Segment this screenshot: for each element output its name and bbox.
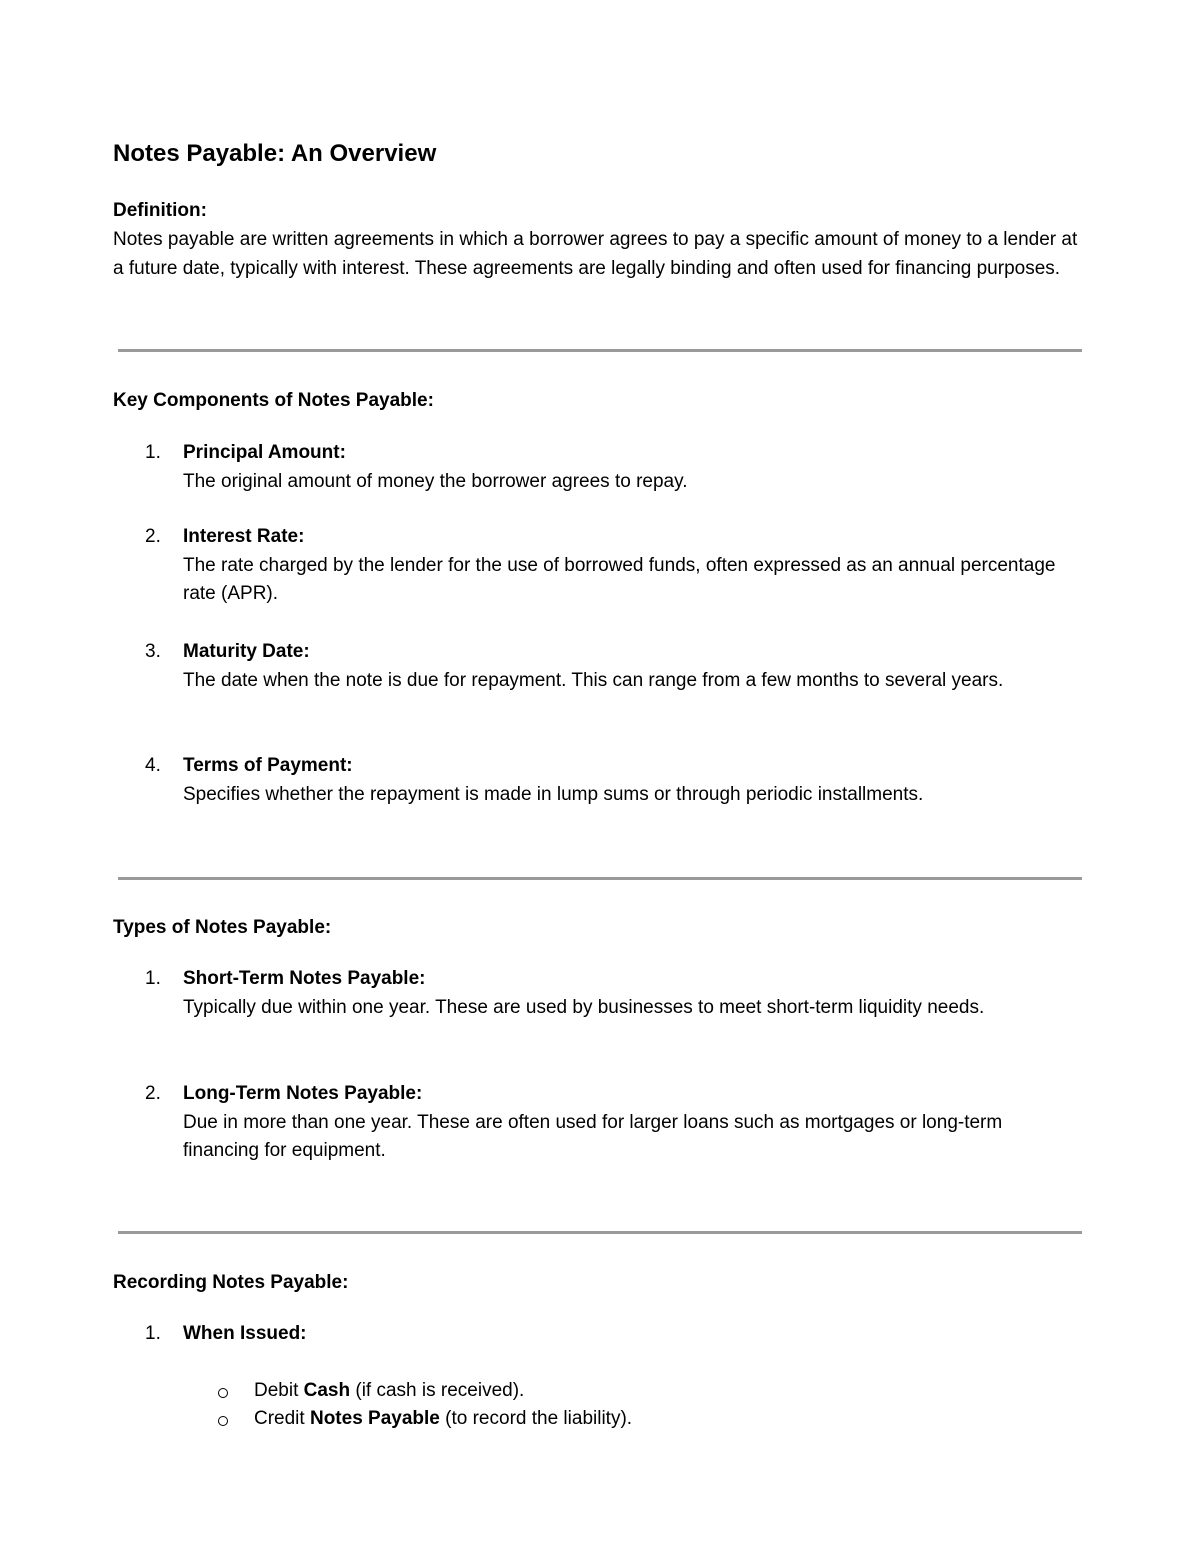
list-item-heading: Short-Term Notes Payable: [183,968,426,989]
list-number: 1. [145,968,161,989]
divider [118,877,1082,880]
list-item-heading: Terms of Payment: [183,755,353,776]
list-number: 1. [145,442,161,463]
list-item-heading: When Issued: [183,1323,307,1344]
recording-heading: Recording Notes Payable: [113,1272,349,1293]
list-number: 2. [145,526,161,547]
list-item-description: The original amount of money the borrower agrees to repay. [183,470,688,492]
bullet-text: Credit Notes Payable (to record the liability). [254,1408,633,1429]
list-item-heading: Principal Amount: [183,442,346,463]
list-item-heading: Maturity Date: [183,641,310,662]
list-number: 2. [145,1083,161,1104]
list-number: 1. [145,1323,161,1344]
types-heading: Types of Notes Payable: [113,917,332,938]
list-item-heading: Long-Term Notes Payable: [183,1083,423,1104]
list-number: 3. [145,641,161,662]
bullet-text: Debit Cash (if cash is received). [254,1380,525,1401]
page-title: Notes Payable: An Overview [113,140,437,167]
list-item-description: The date when the note is due for repayment. This can range from a few months to several years. [183,669,1004,691]
key-components-heading: Key Components of Notes Payable: [113,390,434,411]
list-item-heading: Interest Rate: [183,526,305,547]
list-number: 4. [145,755,161,776]
hollow-circle-bullet-icon [218,1388,228,1398]
list-item-description: Specifies whether the repayment is made in lump sums or through periodic installments. [183,783,924,805]
definition-label: Definition: [113,200,207,221]
list-item-description: Due in more than one year. These are often used for larger loans such as mortgages or long-term financing for equipment. [183,1111,1003,1161]
divider [118,1231,1082,1234]
list-item-description: Typically due within one year. These are used by businesses to meet short-term liquidity needs. [183,996,985,1018]
definition-text: Notes payable are written agreements in which a borrower agrees to pay a specific amount of money to a lender at a future date, typically with interest. These agreements are legally binding and often used for financing purposes. [113,229,1078,279]
hollow-circle-bullet-icon [218,1416,228,1426]
list-item-description: The rate charged by the lender for the use of borrowed funds, often expressed as an annual percentage rate (APR). [183,554,1056,604]
divider [118,349,1082,352]
